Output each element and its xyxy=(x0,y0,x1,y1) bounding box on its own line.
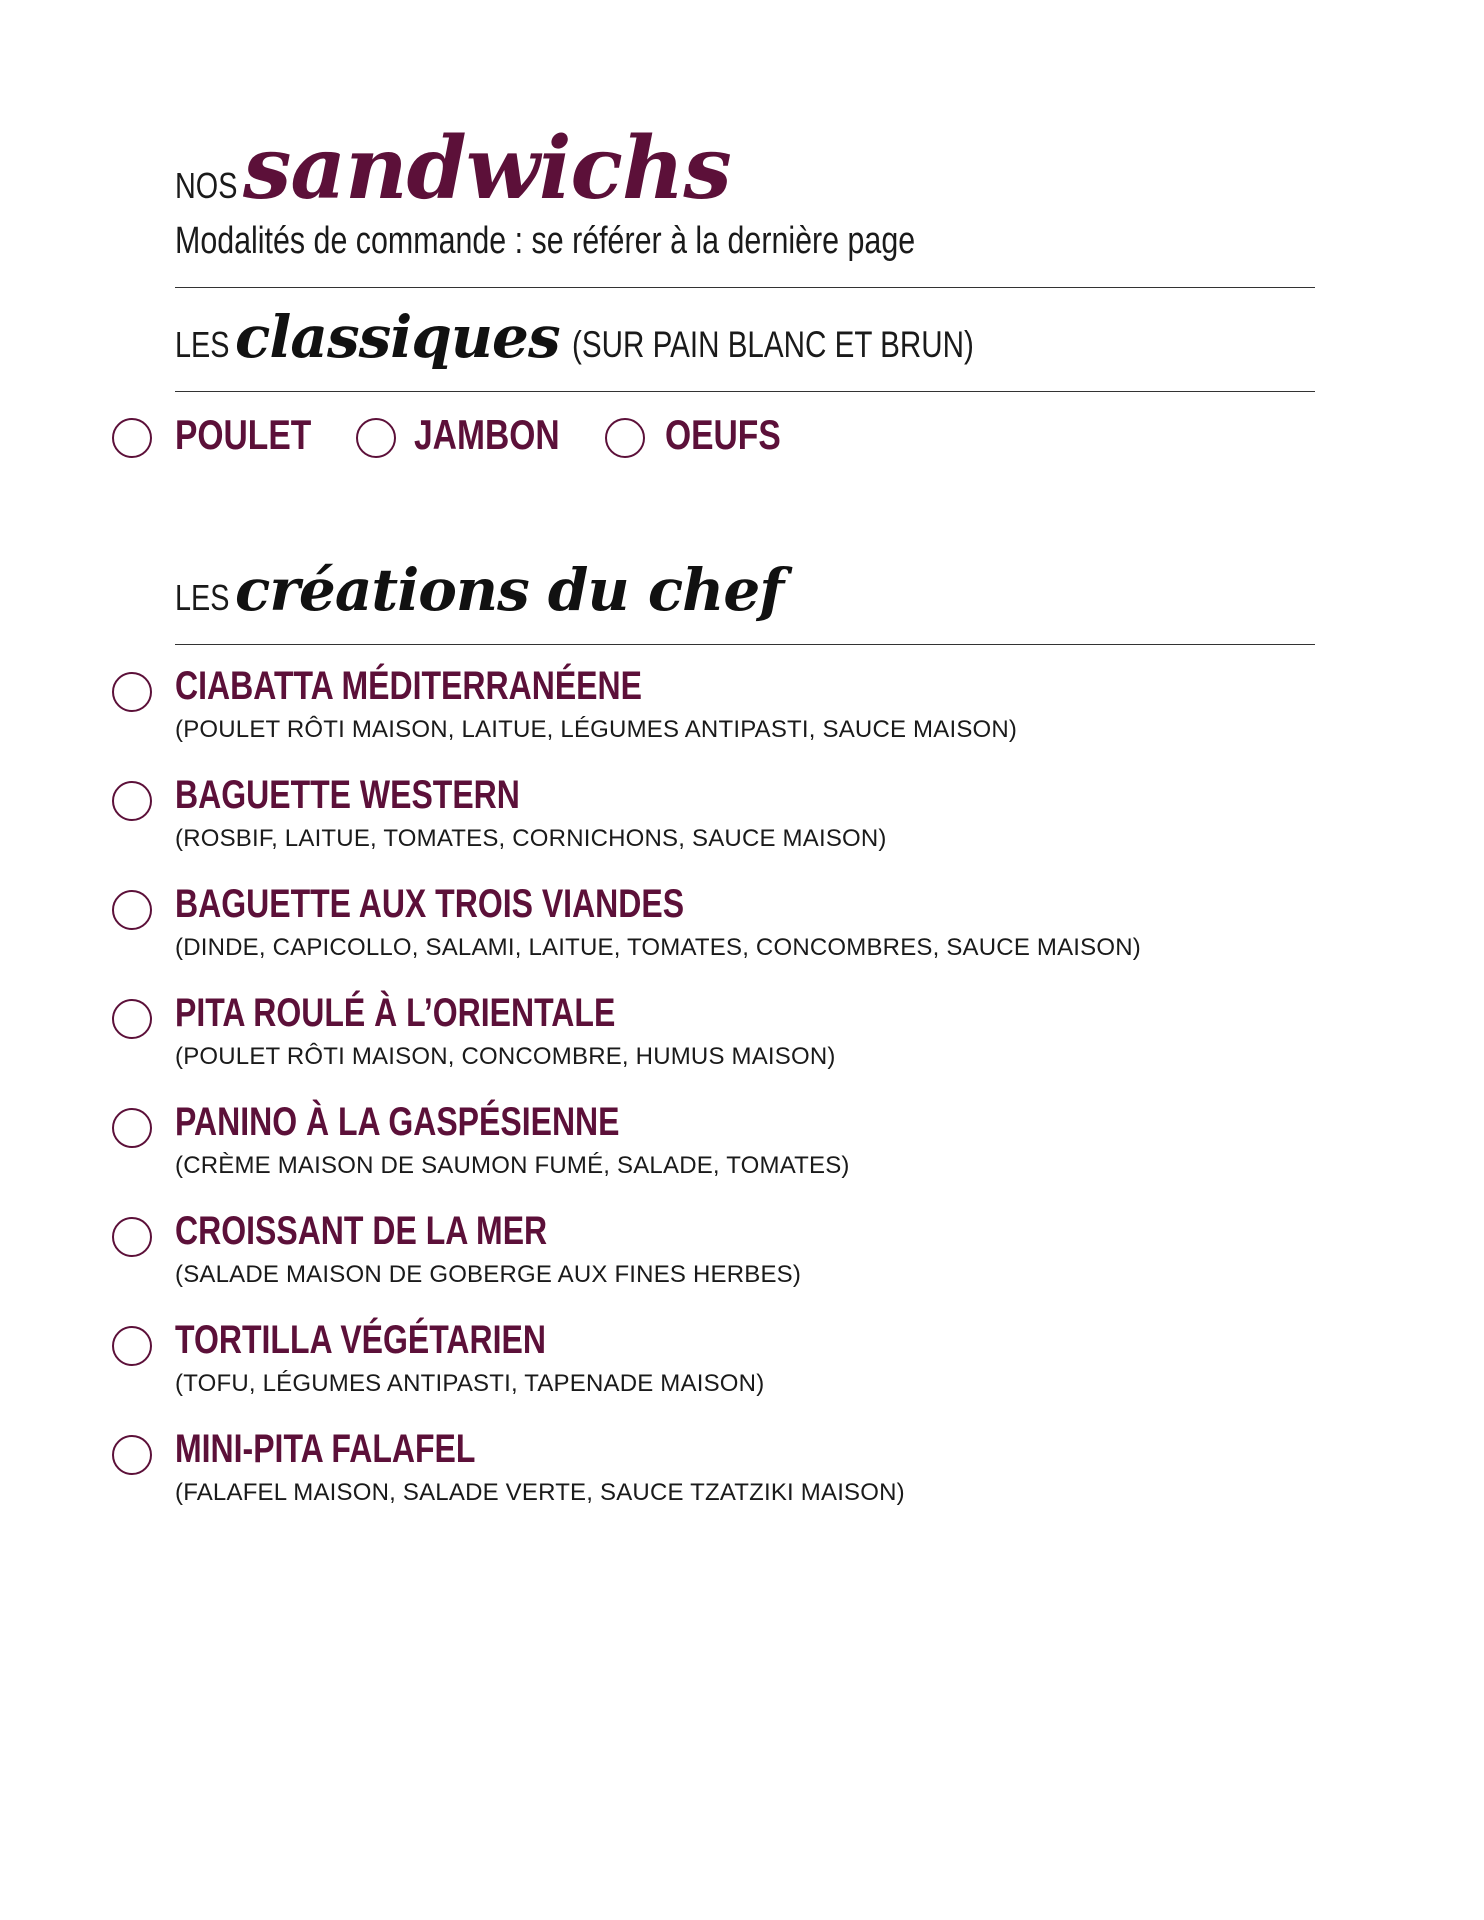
list-item xyxy=(112,991,1312,1091)
item-name: TORTILLA VÉGÉTARIEN xyxy=(175,1318,546,1362)
item-name: MINI-PITA FALAFEL xyxy=(175,1427,476,1471)
list-item xyxy=(112,1209,1312,1309)
option-checkbox-oeufs[interactable] xyxy=(605,418,645,458)
item-description: (POULET RÔTI MAISON, LAITUE, LÉGUMES ANTIPASTI, SAUCE MAISON) xyxy=(175,716,1018,743)
item-description: (POULET RÔTI MAISON, CONCOMBRE, HUMUS MAISON) xyxy=(175,1043,836,1070)
divider-classiques xyxy=(175,391,1315,392)
item-checkbox[interactable] xyxy=(112,890,152,930)
option-checkbox-jambon[interactable] xyxy=(356,418,396,458)
section-prefix: LES xyxy=(175,577,230,618)
item-checkbox[interactable] xyxy=(112,1326,152,1366)
option-label-jambon: JAMBON xyxy=(414,411,560,458)
item-description: (ROSBIF, LAITUE, TOMATES, CORNICHONS, SAUCE MAISON) xyxy=(175,825,887,852)
item-checkbox[interactable] xyxy=(112,672,152,712)
divider-creations xyxy=(175,644,1315,645)
list-item xyxy=(112,773,1312,873)
page-title xyxy=(175,118,731,218)
section-classiques-heading xyxy=(175,303,1074,371)
list-item xyxy=(112,882,1312,982)
list-item xyxy=(112,664,1312,764)
list-item xyxy=(112,1100,1312,1200)
section-note: (SUR PAIN BLANC ET BRUN) xyxy=(571,324,974,365)
item-checkbox[interactable] xyxy=(112,1435,152,1475)
item-name: BAGUETTE AUX TROIS VIANDES xyxy=(175,882,685,926)
item-description: (TOFU, LÉGUMES ANTIPASTI, TAPENADE MAISON) xyxy=(175,1370,765,1397)
order-instructions: Modalités de commande : se référer à la dernière page xyxy=(175,220,916,262)
item-checkbox[interactable] xyxy=(112,1217,152,1257)
section-title: créations du chef xyxy=(235,556,784,624)
item-name: CROISSANT DE LA MER xyxy=(175,1209,548,1253)
title-main: sandwichs xyxy=(243,118,731,219)
section-prefix: LES xyxy=(175,324,230,365)
item-name: BAGUETTE WESTERN xyxy=(175,773,520,817)
item-description: (FALAFEL MAISON, SALADE VERTE, SAUCE TZATZIKI MAISON) xyxy=(175,1479,905,1506)
divider-top xyxy=(175,287,1315,288)
option-checkbox-poulet[interactable] xyxy=(112,418,152,458)
item-name: CIABATTA MÉDITERRANÉENE xyxy=(175,664,642,708)
section-creations-heading xyxy=(175,556,783,624)
item-name: PANINO À LA GASPÉSIENNE xyxy=(175,1100,620,1144)
list-item xyxy=(112,1318,1312,1418)
option-label-poulet: POULET xyxy=(175,411,312,458)
item-name: PITA ROULÉ À L’ORIENTALE xyxy=(175,991,616,1035)
title-prefix: NOS xyxy=(175,165,238,206)
item-checkbox[interactable] xyxy=(112,781,152,821)
item-checkbox[interactable] xyxy=(112,999,152,1039)
list-item xyxy=(112,1427,1312,1527)
item-description: (CRÈME MAISON DE SAUMON FUMÉ, SALADE, TOMATES) xyxy=(175,1152,850,1179)
item-description: (DINDE, CAPICOLLO, SALAMI, LAITUE, TOMATES, CONCOMBRES, SAUCE MAISON) xyxy=(175,934,1141,961)
option-label-oeufs: OEUFS xyxy=(665,411,781,458)
item-checkbox[interactable] xyxy=(112,1108,152,1148)
item-description: (SALADE MAISON DE GOBERGE AUX FINES HERBES) xyxy=(175,1261,802,1288)
section-title: classiques xyxy=(235,303,560,371)
